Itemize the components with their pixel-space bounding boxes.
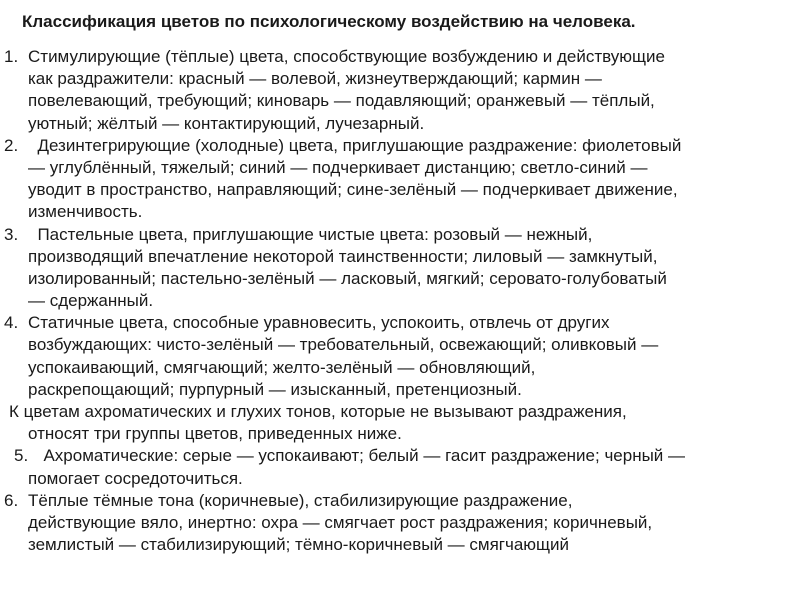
item-line: повелевающий, требующий; киноварь — подавляющий; оранжевый — тёплый,	[28, 91, 655, 111]
list-item-4	[0, 312, 800, 401]
item-number: 6.	[4, 490, 19, 510]
list-item-2	[0, 135, 800, 224]
item-line: Стимулирующие (тёплые) цвета, способствующие возбуждению и действующие	[28, 47, 665, 66]
intro-paragraph	[0, 401, 800, 445]
item-line: как раздражители: красный — волевой, жизнеутверждающий; кармин —	[28, 69, 602, 89]
item-line: успокаивающий, смягчающий; желто-зелёный — обновляющий,	[28, 357, 536, 377]
item-number: 5.	[14, 446, 29, 466]
item-line: возбуждающих: чисто-зелёный — требовательный, освежающий; оливковый —	[28, 335, 659, 355]
item-line: раскрепощающий; пурпурный — изысканный, претенциозный.	[28, 379, 522, 399]
item-line: Пастельные цвета, приглушающие чистые цвета: розовый — нежный,	[28, 224, 593, 244]
intro-line: относят три группы цветов, приведенных ниже.	[28, 424, 402, 444]
item-number: 3.	[4, 224, 19, 244]
item-line: уютный; жёлтый — контактирующий, лучезарный.	[28, 113, 425, 133]
item-line: Тёплые тёмные тона (коричневые), стабилизирующие раздражение,	[28, 490, 573, 510]
intro-line: К цветам ахроматических и глухих тонов, которые не вызывают раздражения,	[9, 402, 627, 421]
item-line: производящий впечатление некоторой таинственности; лиловый — замкнутый,	[28, 246, 658, 266]
item-number: 2.	[4, 135, 19, 155]
item-line: действующие вяло, инертно: охра — смягчает рост раздражения; коричневый,	[28, 512, 653, 532]
item-line: землистый — стабилизирующий; тёмно-коричневый — смягчающий	[28, 535, 570, 555]
item-line: — сдержанный.	[28, 291, 154, 311]
item-line: Дезинтегрирующие (холодные) цвета, приглушающие раздражение: фиолетовый	[28, 135, 682, 155]
item-line: Статичные цвета, способные уравновесить, успокоить, отвлечь от других	[28, 313, 610, 333]
page-title: Классификация цветов по психологическому воздействию на человека.	[22, 12, 636, 31]
list-item-3	[0, 224, 800, 313]
list-item-1	[0, 46, 800, 135]
item-number: 4.	[4, 313, 19, 333]
list-item-6	[0, 490, 800, 557]
item-line: изолированный; пастельно-зелёный — ласковый, мягкий; серовато-голубоватый	[28, 268, 667, 288]
classification-list	[0, 46, 800, 556]
item-line: уводит в пространство, направляющий; сине-зелёный — подчеркивает движение,	[28, 180, 678, 200]
item-number: 1.	[4, 47, 19, 66]
item-line: изменчивость.	[28, 202, 143, 222]
item-line: — углублённый, тяжелый; синий — подчеркивает дистанцию; светло-синий —	[28, 157, 648, 177]
item-line: Ахроматические: серые — успокаивают; белый — гасит раздражение; черный —	[34, 446, 686, 466]
list-item-5	[0, 445, 800, 489]
item-line: помогает сосредоточиться.	[28, 468, 243, 488]
